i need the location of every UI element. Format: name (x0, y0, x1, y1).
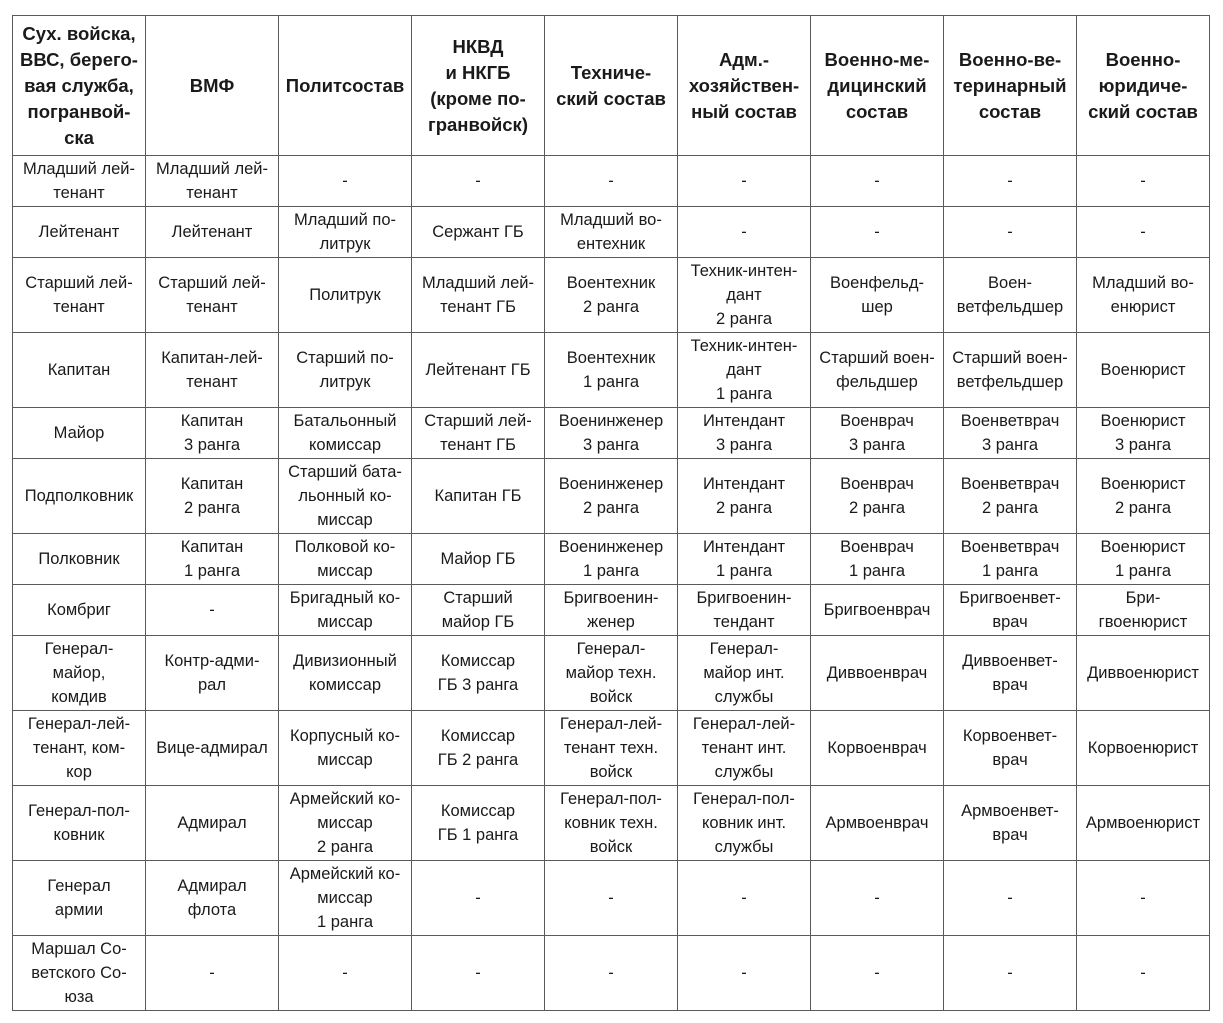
table-cell (412, 459, 545, 534)
table-cell (944, 459, 1077, 534)
table-cell (146, 861, 279, 936)
cell-text: Младший во- енюрист (1092, 274, 1194, 316)
cell-text: Комиссар ГБ 3 ранга (437, 652, 519, 694)
table-cell (944, 936, 1077, 1011)
table-row (13, 258, 1210, 333)
table-cell (944, 786, 1077, 861)
cell-text: Младший лей- тенант ГБ (422, 274, 534, 316)
column-header-label: Военно-ве- теринарный состав (953, 48, 1067, 122)
table-cell (279, 333, 412, 408)
cell-text: Старший лей- тенант (158, 274, 266, 316)
table-cell (1077, 156, 1210, 207)
cell-text: - (1007, 223, 1013, 241)
cell-text: Капитан 2 ранга (180, 475, 244, 517)
table-cell (944, 258, 1077, 333)
cell-text: Старший майор ГБ (441, 589, 515, 631)
row-header-cell (13, 333, 146, 408)
cell-text: Корвоенвет- врач (962, 727, 1058, 769)
table-cell (146, 786, 279, 861)
cell-text: Адмирал (177, 814, 247, 832)
cell-text: - (874, 964, 880, 982)
table-cell (545, 585, 678, 636)
cell-text: - (1007, 964, 1013, 982)
cell-text: Военюрист (1100, 361, 1186, 379)
column-header (1077, 16, 1210, 156)
cell-text: - (1140, 964, 1146, 982)
table-cell (545, 534, 678, 585)
cell-text: Младший лей- тенант (156, 160, 268, 202)
cell-text: - (209, 601, 215, 619)
cell-text: Полковой ко- миссар (294, 538, 396, 580)
cell-text: - (1140, 223, 1146, 241)
table-cell (279, 861, 412, 936)
cell-text: Батальонный комиссар (293, 412, 397, 454)
row-header-cell (13, 786, 146, 861)
cell-text: Младший лей- тенант (23, 160, 135, 202)
cell-text: Генерал- майор инт. службы (703, 640, 785, 706)
cell-text: Майор ГБ (440, 550, 516, 568)
cell-text: Армейский ко- миссар 1 ранга (289, 865, 401, 931)
column-header (279, 16, 412, 156)
cell-text: Военинженер 3 ранга (558, 412, 664, 454)
cell-text: Техник-интен- дант 2 ранга (690, 262, 798, 328)
cell-text: Диввоенвет- врач (962, 652, 1058, 694)
table-cell (545, 861, 678, 936)
cell-text: - (741, 172, 747, 190)
table-cell (678, 636, 811, 711)
table-cell (412, 207, 545, 258)
table-cell (545, 333, 678, 408)
cell-text: Комбриг (47, 601, 111, 619)
row-header-cell (13, 156, 146, 207)
table-cell (545, 786, 678, 861)
cell-text: Бри- гвоенюрист (1098, 589, 1188, 631)
table-cell (412, 585, 545, 636)
cell-text: - (475, 889, 481, 907)
cell-text: - (475, 964, 481, 982)
table-cell (545, 207, 678, 258)
cell-text: Военврач 2 ранга (840, 475, 914, 517)
table-cell (1077, 936, 1210, 1011)
cell-text: Старший лей- тенант (25, 274, 133, 316)
column-header-label: Политсостав (285, 74, 405, 96)
column-header-label: ВМФ (189, 74, 235, 96)
table-cell (279, 711, 412, 786)
cell-text: Интендант 1 ранга (702, 538, 786, 580)
cell-text: Майор (53, 424, 105, 442)
cell-text: Бригадный ко- миссар (289, 589, 401, 631)
table-cell (279, 786, 412, 861)
cell-text: Военветврач 2 ранга (960, 475, 1060, 517)
table-cell (811, 711, 944, 786)
table-cell (944, 207, 1077, 258)
column-header (545, 16, 678, 156)
table-cell (678, 936, 811, 1011)
table-cell (146, 207, 279, 258)
cell-text: Генерал- майор техн. войск (565, 640, 657, 706)
table-cell (545, 408, 678, 459)
table-cell (1077, 786, 1210, 861)
table-cell (944, 408, 1077, 459)
cell-text: Армвоенвет- врач (961, 802, 1059, 844)
table-cell (146, 534, 279, 585)
column-header-label: НКВД и НКГБ (кроме по- гранвойск) (428, 35, 528, 135)
cell-text: - (741, 223, 747, 241)
table-row (13, 459, 1210, 534)
table-cell (811, 156, 944, 207)
column-header (811, 16, 944, 156)
table-cell (412, 786, 545, 861)
table-cell (412, 258, 545, 333)
cell-text: Военюрист 3 ранга (1100, 412, 1186, 454)
cell-text: Генерал-пол- ковник (28, 802, 130, 844)
cell-text: Подполковник (24, 487, 134, 505)
column-header-label: Адм.- хозяйствен- ный состав (688, 48, 800, 122)
table-row (13, 585, 1210, 636)
cell-text: - (1140, 889, 1146, 907)
cell-text: - (874, 172, 880, 190)
table-cell (146, 333, 279, 408)
cell-text: Корвоенврач (827, 739, 927, 757)
cell-text: - (1007, 172, 1013, 190)
table-cell (944, 534, 1077, 585)
table-cell (279, 258, 412, 333)
cell-text: Старший бата- льонный ко- миссар (288, 463, 402, 529)
table-cell (279, 408, 412, 459)
table-row (13, 534, 1210, 585)
table-header-row (13, 16, 1210, 156)
cell-text: Полковник (38, 550, 120, 568)
table-cell (146, 711, 279, 786)
cell-text: Воен- ветфельдшер (956, 274, 1064, 316)
cell-text: Бригвоенин- женер (563, 589, 659, 631)
table-row (13, 333, 1210, 408)
row-header-cell (13, 711, 146, 786)
cell-text: Военинженер 2 ранга (558, 475, 664, 517)
table-cell (279, 459, 412, 534)
row-header-cell (13, 258, 146, 333)
table-cell (678, 861, 811, 936)
cell-text: Капитан-лей- тенант (161, 349, 263, 391)
table-cell (811, 207, 944, 258)
column-header-label: Военно- юридиче- ский состав (1088, 48, 1198, 122)
table-cell (412, 936, 545, 1011)
cell-text: Генерал-лей- тенант, ком- кор (27, 715, 131, 781)
cell-text: Военветврач 3 ранга (960, 412, 1060, 454)
cell-text: Младший во- ентехник (560, 211, 662, 253)
row-header-cell (13, 936, 146, 1011)
column-header (412, 16, 545, 156)
table-cell (412, 408, 545, 459)
table-cell (412, 636, 545, 711)
table-cell (412, 534, 545, 585)
cell-text: Генерал-пол- ковник инт. службы (693, 790, 795, 856)
cell-text: Корпусный ко- миссар (289, 727, 401, 769)
cell-text: - (874, 223, 880, 241)
column-header-label: Сух. войска, ВВС, берего- вая служба, погранвой- ска (20, 22, 138, 148)
cell-text: Военюрист 1 ранга (1100, 538, 1186, 580)
row-header-cell (13, 534, 146, 585)
cell-text: Бригвоенин- тендант (696, 589, 792, 631)
table-cell (146, 585, 279, 636)
cell-text: Адмирал флота (177, 877, 247, 919)
rank-table-container (12, 15, 1210, 1011)
cell-text: Интендант 2 ранга (702, 475, 786, 517)
row-header-cell (13, 861, 146, 936)
cell-text: Комиссар ГБ 2 ранга (437, 727, 519, 769)
cell-text: Военврач 3 ранга (840, 412, 914, 454)
cell-text: - (342, 172, 348, 190)
table-row (13, 408, 1210, 459)
cell-text: Капитан 1 ранга (180, 538, 244, 580)
rank-comparison-table (12, 15, 1210, 1011)
cell-text: Старший по- литрук (296, 349, 394, 391)
cell-text: - (874, 889, 880, 907)
table-cell (146, 156, 279, 207)
table-row (13, 156, 1210, 207)
table-cell (811, 408, 944, 459)
table-cell (279, 936, 412, 1011)
cell-text: Вице-адмирал (156, 739, 268, 757)
column-header-label: Военно-ме- дицинский состав (824, 48, 930, 122)
cell-text: Военврач 1 ранга (840, 538, 914, 580)
table-cell (678, 534, 811, 585)
cell-text: Старший воен- ветфельдшер (952, 349, 1068, 391)
cell-text: Капитан 3 ранга (180, 412, 244, 454)
cell-text: Сержант ГБ (432, 223, 524, 241)
cell-text: Контр-адми- рал (164, 652, 260, 694)
table-cell (944, 585, 1077, 636)
column-header-label: Техниче- ский состав (556, 61, 666, 109)
cell-text: Бригвоенвет- врач (959, 589, 1061, 631)
table-row (13, 711, 1210, 786)
row-header-cell (13, 585, 146, 636)
cell-text: - (475, 172, 481, 190)
table-cell (678, 258, 811, 333)
table-cell (678, 786, 811, 861)
table-cell (1077, 207, 1210, 258)
cell-text: Лейтенант (38, 223, 120, 241)
table-cell (678, 711, 811, 786)
cell-text: - (342, 964, 348, 982)
table-cell (279, 207, 412, 258)
table-cell (678, 207, 811, 258)
table-row (13, 936, 1210, 1011)
table-cell (545, 258, 678, 333)
cell-text: Армейский ко- миссар 2 ранга (289, 790, 401, 856)
row-header-cell (13, 408, 146, 459)
table-row (13, 861, 1210, 936)
cell-text: Воентехник 1 ранга (566, 349, 656, 391)
cell-text: Лейтенант (171, 223, 253, 241)
table-cell (811, 861, 944, 936)
table-cell (279, 636, 412, 711)
cell-text: Корвоенюрист (1087, 739, 1199, 757)
column-header (146, 16, 279, 156)
table-cell (944, 636, 1077, 711)
cell-text: - (608, 964, 614, 982)
cell-text: Армвоенврач (825, 814, 929, 832)
cell-text: Дивизионный комиссар (293, 652, 397, 694)
cell-text: Военинженер 1 ранга (558, 538, 664, 580)
row-header-cell (13, 207, 146, 258)
table-cell (146, 408, 279, 459)
cell-text: - (1007, 889, 1013, 907)
cell-text: Политрук (309, 286, 381, 304)
table-row (13, 636, 1210, 711)
table-cell (1077, 534, 1210, 585)
table-cell (279, 585, 412, 636)
table-cell (1077, 459, 1210, 534)
cell-text: Комиссар ГБ 1 ранга (437, 802, 519, 844)
table-cell (412, 711, 545, 786)
table-cell (146, 459, 279, 534)
cell-text: Старший лей- тенант ГБ (424, 412, 532, 454)
row-header-cell (13, 636, 146, 711)
cell-text: Генерал-пол- ковник техн. войск (560, 790, 662, 856)
table-cell (1077, 258, 1210, 333)
cell-text: Лейтенант ГБ (425, 361, 531, 379)
cell-text: - (209, 964, 215, 982)
table-cell (811, 786, 944, 861)
table-cell (412, 156, 545, 207)
table-cell (1077, 861, 1210, 936)
cell-text: Младший по- литрук (293, 211, 397, 253)
table-cell (1077, 585, 1210, 636)
table-cell (545, 459, 678, 534)
table-cell (944, 861, 1077, 936)
table-cell (811, 534, 944, 585)
cell-text: Генерал- майор, комдив (44, 640, 114, 706)
table-cell (545, 711, 678, 786)
table-cell (279, 156, 412, 207)
cell-text: - (608, 172, 614, 190)
table-cell (545, 636, 678, 711)
cell-text: Армвоенюрист (1085, 814, 1201, 832)
cell-text: Военфельд- шер (829, 274, 925, 316)
cell-text: Капитан (47, 361, 111, 379)
row-header-cell (13, 459, 146, 534)
cell-text: - (1140, 172, 1146, 190)
table-cell (1077, 636, 1210, 711)
cell-text: Капитан ГБ (434, 487, 522, 505)
table-body (13, 156, 1210, 1011)
cell-text: - (741, 889, 747, 907)
table-row (13, 786, 1210, 861)
cell-text: Диввоенюрист (1087, 664, 1199, 682)
cell-text: Интендант 3 ранга (702, 412, 786, 454)
table-cell (811, 258, 944, 333)
table-cell (279, 534, 412, 585)
table-cell (811, 585, 944, 636)
table-cell (545, 936, 678, 1011)
table-cell (811, 636, 944, 711)
table-cell (146, 258, 279, 333)
column-header (944, 16, 1077, 156)
cell-text: - (608, 889, 614, 907)
table-cell (1077, 408, 1210, 459)
cell-text: Маршал Со- ветского Со- юза (31, 940, 127, 1006)
table-cell (811, 936, 944, 1011)
cell-text: Диввоенврач (826, 664, 928, 682)
table-cell (678, 156, 811, 207)
column-header (678, 16, 811, 156)
table-cell (678, 459, 811, 534)
cell-text: - (741, 964, 747, 982)
table-cell (944, 156, 1077, 207)
table-cell (1077, 711, 1210, 786)
cell-text: Старший воен- фельдшер (819, 349, 935, 391)
cell-text: Генерал армии (47, 877, 111, 919)
table-cell (678, 585, 811, 636)
cell-text: Генерал-лей- тенант техн. войск (559, 715, 663, 781)
table-cell (412, 861, 545, 936)
table-cell (146, 936, 279, 1011)
cell-text: Бригвоенврач (823, 601, 931, 619)
cell-text: Военюрист 2 ранга (1100, 475, 1186, 517)
cell-text: Техник-интен- дант 1 ранга (690, 337, 798, 403)
table-cell (678, 333, 811, 408)
table-cell (944, 711, 1077, 786)
table-cell (412, 333, 545, 408)
table-cell (811, 333, 944, 408)
cell-text: Военветврач 1 ранга (960, 538, 1060, 580)
table-cell (811, 459, 944, 534)
table-cell (1077, 333, 1210, 408)
column-header (13, 16, 146, 156)
table-cell (944, 333, 1077, 408)
table-row (13, 207, 1210, 258)
table-cell (678, 408, 811, 459)
table-cell (545, 156, 678, 207)
cell-text: Воентехник 2 ранга (566, 274, 656, 316)
table-cell (146, 636, 279, 711)
cell-text: Генерал-лей- тенант инт. службы (692, 715, 796, 781)
